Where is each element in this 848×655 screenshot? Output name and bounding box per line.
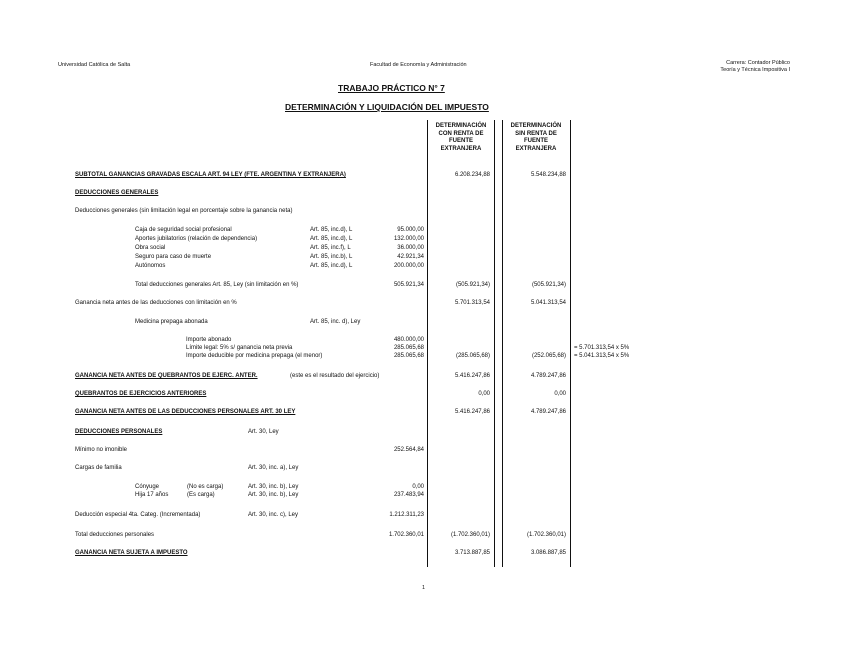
ded-item-amount: 200.000,00 xyxy=(393,263,424,269)
deducciones-generales-note: Deducciones generales (sin limitación legal en porcentaje sobre la ganancia neta) xyxy=(75,208,293,214)
calc-note: = 5.041.313,54 x 5% xyxy=(574,353,630,359)
column-line xyxy=(502,120,503,567)
column-line xyxy=(427,120,428,567)
minimo-amount: 252.564,84 xyxy=(393,447,424,453)
header-university: Universidad Católica de Salta xyxy=(58,62,131,68)
total-personales-amount: 1.702.360,01 xyxy=(388,532,424,538)
total-deducciones-generales-col2: (505.921,34) xyxy=(531,282,566,288)
column-line xyxy=(570,120,571,567)
cargas-item-art: Art. 30, inc. b), Ley xyxy=(248,492,299,498)
ganancia-neta-antes-label: Ganancia neta antes de las deducciones con limitación en % xyxy=(75,300,237,306)
ganancia-sujeta-col2: 3.086.887,85 xyxy=(530,550,566,556)
cargas-art: Art. 30, inc. a), Ley xyxy=(248,465,299,471)
deduccion-especial-art: Art. 30, inc. c), Ley xyxy=(248,512,299,518)
ded-item-art: Art. 85, inc.d), L xyxy=(310,263,353,269)
ded-item-art: Art. 85, inc.d), L xyxy=(310,236,353,242)
header-faculty: Facultad de Economía y Administración xyxy=(370,62,467,68)
cargas-item-amount: 237.483,94 xyxy=(393,492,424,498)
deduccion-especial-label: Deducción especial 4ta. Categ. (Incrementada) xyxy=(75,512,201,518)
ded-item-amount: 132.000,00 xyxy=(393,236,424,242)
cargas-item-label: Cónyuge xyxy=(135,484,160,490)
section-title-deducciones-generales: DEDUCCIONES GENERALES xyxy=(75,190,159,196)
ded-item-label: Seguro para caso de muerte xyxy=(135,254,212,260)
ganancia-neta-quebrantos-col1: 5.416.247,86 xyxy=(454,373,490,379)
ganancia-sujeta-label: GANANCIA NETA SUJETA A IMPUESTO xyxy=(75,550,188,556)
section-title-deducciones-personales: DEDUCCIONES PERSONALES xyxy=(75,429,163,435)
medicina-item-amount: 285.065,68 xyxy=(393,345,424,351)
column-line xyxy=(494,120,495,567)
ded-item-art: Art. 85, inc.f), L xyxy=(310,245,351,251)
medicina-label: Medicina prepaga abonada xyxy=(135,319,208,325)
total-personales-col2: (1.702.360,01) xyxy=(526,532,566,538)
medicina-item-label: Importe abonado xyxy=(186,337,232,343)
ded-item-art: Art. 85, inc.d), L xyxy=(310,227,353,233)
cargas-item-note: (Es carga) xyxy=(187,492,215,498)
total-deducciones-generales-col1: (505.921,34) xyxy=(455,282,490,288)
medicina-item-label: Límite legal: 5% s/ ganancia neta previa xyxy=(186,345,293,351)
medicina-deducible-col1: (285.065,68) xyxy=(455,353,490,359)
quebrantos-col2: 0,00 xyxy=(554,391,566,397)
ganancia-neta-quebrantos-note: (este es el resultado del ejercicio) xyxy=(290,373,380,379)
medicina-item-amount: 480.000,00 xyxy=(393,337,424,343)
page-title: TRABAJO PRÁCTICO N° 7 xyxy=(338,83,445,93)
medicina-item-amount: 285.065,68 xyxy=(393,353,424,359)
cargas-item-art: Art. 30, inc. b), Ley xyxy=(248,484,299,490)
cargas-item-label: Hija 17 años xyxy=(135,492,169,498)
ded-item-label: Aportes jubilatorios (relación de dependencia) xyxy=(135,236,258,242)
page-number: 1 xyxy=(422,585,426,591)
medicina-deducible-col2: (252.065,68) xyxy=(531,353,566,359)
cargas-label: Cargas de familia xyxy=(75,465,122,471)
ded-item-label: Caja de seguridad social profesional xyxy=(135,227,232,233)
ganancia-neta-personales-col2: 4.789.247,86 xyxy=(530,409,566,415)
deduccion-especial-amount: 1.212.311,23 xyxy=(389,512,424,518)
calc-note: = 5.701.313,54 x 5% xyxy=(574,345,630,351)
ganancia-neta-personales-col1: 5.416.247,86 xyxy=(454,409,490,415)
quebrantos-label: QUEBRANTOS DE EJERCICIOS ANTERIORES xyxy=(75,391,207,397)
page-subtitle: DETERMINACIÓN Y LIQUIDACIÓN DEL IMPUESTO xyxy=(285,102,489,112)
header-subject: Teoría y Técnica Impositiva I xyxy=(720,67,790,73)
cargas-item-amount: 0,00 xyxy=(412,484,424,490)
column-header-with-foreign: DETERMINACIÓN CON RENTA DE FUENTE EXTRANJERA xyxy=(435,123,487,152)
quebrantos-col1: 0,00 xyxy=(478,391,490,397)
total-personales-col1: (1.702.360,01) xyxy=(450,532,490,538)
ded-item-amount: 42.921,34 xyxy=(397,254,424,260)
subtotal-col2: 5.548.234,88 xyxy=(530,172,566,178)
subtotal-col1: 6.208.234,88 xyxy=(454,172,490,178)
subtotal-label: SUBTOTAL GANANCIAS GRAVADAS ESCALA ART. 94 LEY (FTE. ARGENTINA Y EXTRANJERA) xyxy=(75,172,346,178)
column-header-without-foreign: DETERMINACIÓN SIN RENTA DE FUENTE EXTRANJERA xyxy=(510,123,562,152)
ded-item-art: Art. 85, inc.b), L xyxy=(310,254,353,260)
medicina-item-label: Importe deducible por medicina prepaga (el menor) xyxy=(186,353,323,359)
ganancia-neta-antes-col2: 5.041.313,54 xyxy=(530,300,566,306)
total-personales-label: Total deducciones personales xyxy=(75,532,155,538)
header-career: Carrera: Contador Público xyxy=(726,60,790,66)
medicina-art: Art. 85, inc. d), Ley xyxy=(310,319,361,325)
ded-item-label: Obra social xyxy=(135,245,166,251)
ganancia-sujeta-col1: 3.713.887,85 xyxy=(454,550,490,556)
ganancia-neta-quebrantos-label: GANANCIA NETA ANTES DE QUEBRANTOS DE EJERC. ANTER. xyxy=(75,373,258,379)
total-deducciones-generales-label: Total deducciones generales Art. 85, Ley (sin limitación en %) xyxy=(135,282,299,288)
deducciones-personales-art: Art. 30, Ley xyxy=(248,429,279,435)
ganancia-neta-personales-label: GANANCIA NETA ANTES DE LAS DEDUCCIONES PERSONALES ART. 30 LEY xyxy=(75,409,296,415)
ded-item-amount: 36.000,00 xyxy=(397,245,424,251)
ded-item-label: Autónomos xyxy=(135,263,166,269)
ganancia-neta-antes-col1: 5.701.313,54 xyxy=(454,300,490,306)
ded-item-amount: 95.000,00 xyxy=(397,227,424,233)
total-deducciones-generales-amount: 505.921,34 xyxy=(393,282,424,288)
ganancia-neta-quebrantos-col2: 4.789.247,86 xyxy=(530,373,566,379)
minimo-label: Mínimo no imonible xyxy=(75,447,128,453)
cargas-item-note: (No es carga) xyxy=(187,484,224,490)
